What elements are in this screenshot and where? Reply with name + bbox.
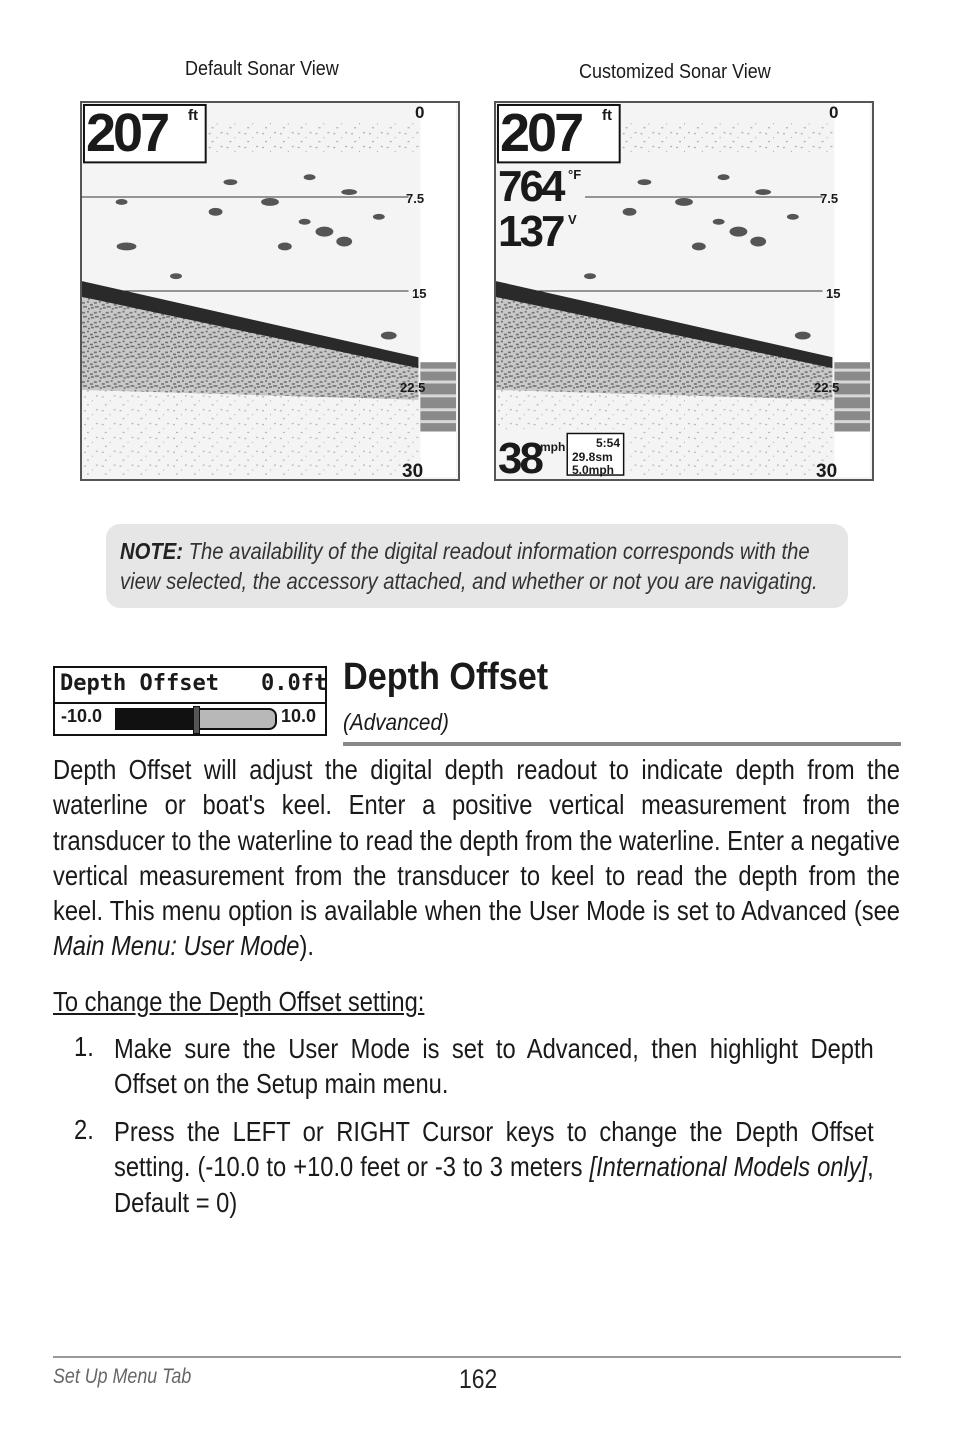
note-label: NOTE: <box>120 538 183 564</box>
slider-fill <box>117 710 196 728</box>
scale-label-1: 7.5 <box>406 191 425 206</box>
menu-label: Depth Offset <box>60 671 219 696</box>
scale-label-0: 0 <box>829 103 839 122</box>
slider-max: 10.0 <box>281 706 317 726</box>
menu-value: 0.0ft <box>261 671 328 696</box>
section-subtitle: (Advanced) <box>343 709 449 735</box>
footer-section: Set Up Menu Tab <box>53 1365 192 1388</box>
body-paragraph <box>53 752 900 964</box>
speed-readout: 38 <box>498 434 541 481</box>
body-end: ). <box>299 930 314 962</box>
section-heading: Depth Offset <box>343 656 549 698</box>
temperature-unit: °F <box>568 167 582 182</box>
default-sonar-view <box>80 101 460 481</box>
note-body: The availability of the digital readout information corresponds with the view selected, the accessory attached, and whether or not you are navigating. <box>120 538 818 594</box>
speed-unit: mph <box>540 440 566 454</box>
body-text: Depth Offset will adjust the digital depth readout to indicate depth from the waterline or boat's keel. Enter a positive vertical measurement from the transducer to the waterline to read the depth from the waterline. Enter a negative vertical measurement from the transducer to keel to read the depth from the keel. This menu option is available when the User Mode is set to Advanced (see <box>53 754 900 927</box>
scale-label-1: 7.5 <box>820 191 839 206</box>
step-number: 2. <box>74 1114 94 1145</box>
nav-speed: 5.0mph <box>572 463 615 477</box>
procedure-title: To change the Depth Offset setting: <box>53 986 425 1017</box>
scale-label-0: 0 <box>415 103 425 122</box>
scale-label-4: 30 <box>816 461 838 481</box>
slider-handle[interactable] <box>193 706 200 734</box>
voltage-unit: V <box>568 212 577 227</box>
note-text <box>120 536 824 596</box>
custom-sonar-caption: Customized Sonar View <box>579 61 771 83</box>
custom-sonar-view <box>494 101 874 481</box>
depth-unit: ft <box>602 107 612 124</box>
step-text: Make sure the User Mode is set to Advanced, then highlight Depth Offset on the Setup main menu. <box>114 1033 874 1100</box>
page-number: 162 <box>459 1364 498 1394</box>
menu-divider <box>55 702 325 704</box>
note-box <box>106 524 848 608</box>
scale-label-4: 30 <box>402 461 424 481</box>
depth-offset-slider[interactable] <box>115 708 277 730</box>
depth-unit: ft <box>188 107 198 124</box>
step-text: Press the LEFT or RIGHT Cursor keys to change the Depth Offset setting. (-10.0 to +10.0 feet or -3 to 3 meters <box>114 1116 874 1183</box>
default-sonar-caption: Default Sonar View <box>185 58 339 80</box>
step-item <box>114 1114 874 1220</box>
scale-label-2: 15 <box>826 286 841 301</box>
heading-rule <box>343 742 901 746</box>
scale-label-2: 15 <box>412 286 427 301</box>
nav-distance: 29.8sm <box>572 450 613 464</box>
nav-time: 5:54 <box>596 436 621 450</box>
voltage-readout: 137 <box>498 207 563 256</box>
slider-min: -10.0 <box>61 706 103 726</box>
user-mode-reference: Main Menu: User Mode <box>53 930 300 962</box>
depth-readout: 207 <box>500 103 582 163</box>
step-end: , Default = 0) <box>114 1151 874 1218</box>
depth-readout: 207 <box>86 103 168 163</box>
footer-rule <box>53 1356 901 1358</box>
temperature-readout: 764 <box>498 162 563 211</box>
scale-label-3: 22.5 <box>814 380 840 395</box>
scale-label-3: 22.5 <box>400 380 426 395</box>
international-models-note: [International Models only] <box>589 1151 868 1183</box>
step-number: 1. <box>74 1031 94 1062</box>
depth-offset-menu-widget <box>53 666 327 736</box>
